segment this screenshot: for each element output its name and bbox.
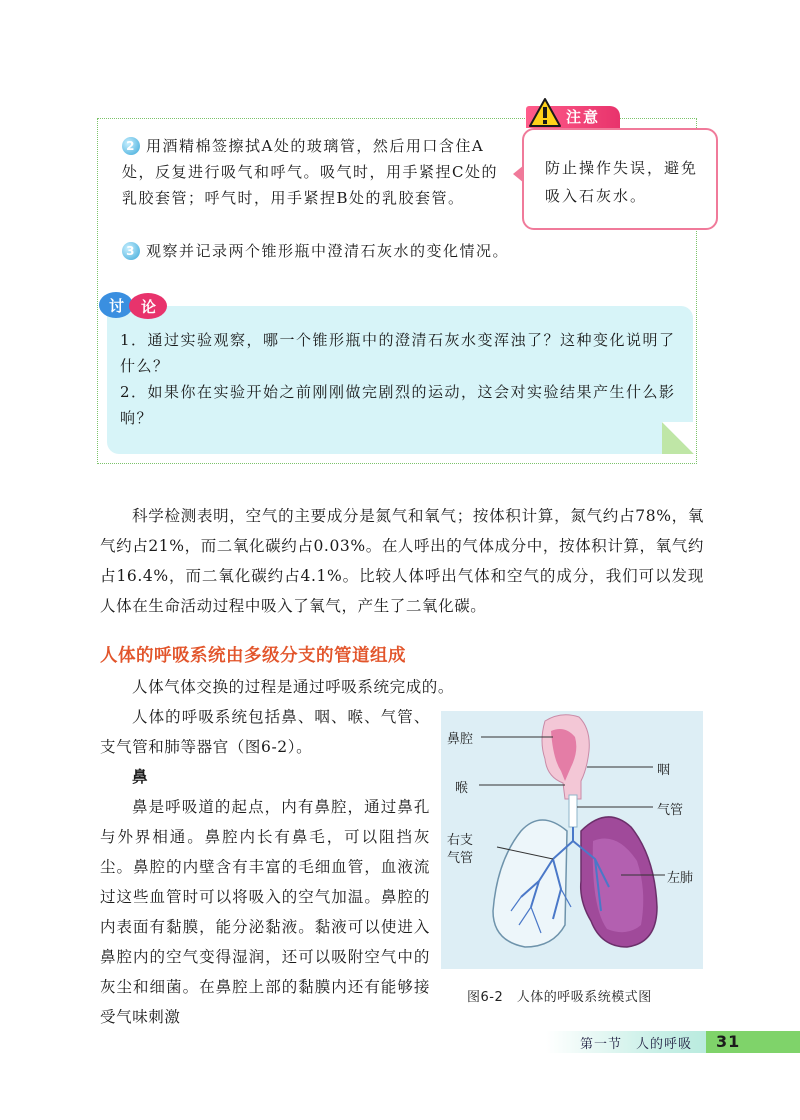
respiratory-diagram xyxy=(441,711,703,969)
label-larynx: 喉 xyxy=(455,781,469,796)
label-trachea: 气管 xyxy=(657,803,684,818)
discussion-badge xyxy=(96,290,172,320)
discussion-question-2: 2．如果你在实验开始之前刚刚做完剧烈的运动，这会对实验结果产生什么影响？ xyxy=(120,383,676,427)
label-right-bronchus-line2: 气管 xyxy=(447,851,474,866)
respiratory-system-figure xyxy=(441,711,703,969)
caution-pointer xyxy=(513,165,524,183)
label-nasal-cavity: 鼻腔 xyxy=(447,732,474,747)
experiment-step-3 xyxy=(122,238,602,264)
section-title: 人体的呼吸系统由多级分支的管道组成 xyxy=(100,646,406,666)
subheading-nose-text: 鼻 xyxy=(132,768,149,786)
label-left-lung: 左肺 xyxy=(667,871,694,886)
discussion-badge-char-1: 讨 xyxy=(109,297,125,315)
discussion-badge-char-2: 论 xyxy=(141,298,157,316)
label-right-bronchus-line1: 右支 xyxy=(447,833,474,848)
step-3-text: 观察并记录两个锥形瓶中澄清石灰水的变化情况。 xyxy=(146,242,510,260)
paragraph-air-composition: 科学检测表明，空气的主要成分是氮气和氧气；按体积计算，氮气约占78%，氧气约占21%，而二氧化碳约占0.03%。在人呼出的气体成分中，按体积计算，氧气约占16.4%，而二氧化碳约占4.1%。比较人体呼出气体和空气的成分，我们可以发现人体在生命活动过程中吸入了氧气，产生了二氧化碳。 xyxy=(100,507,704,615)
paragraph-organs: 人体的呼吸系统包括鼻、咽、喉、气管、支气管和肺等器官（图6-2）。 xyxy=(100,708,430,756)
page-number: 31 xyxy=(706,1031,800,1053)
paragraph-gas-exchange: 人体气体交换的过程是通过呼吸系统完成的。 xyxy=(132,678,455,696)
experiment-step-2 xyxy=(122,133,502,211)
step-2-text: 用酒精棉签擦拭A处的玻璃管，然后用口含住A处，反复进行吸气和呼气。吸气时，用手紧捏C处的乳胶套管；呼气时，用手紧捏B处的乳胶套管。 xyxy=(122,137,498,207)
warning-icon xyxy=(528,96,562,130)
caution-label: 注意 xyxy=(526,106,620,128)
label-pharynx: 咽 xyxy=(657,763,671,778)
subheading-nose xyxy=(100,762,430,792)
paragraph-nose: 鼻是呼吸道的起点，内有鼻腔，通过鼻孔与外界相通。鼻腔内长有鼻毛，可以阻挡灰尘。鼻腔的内壁含有丰富的毛细血管，血液流过这些血管时可以将吸入的空气加温。鼻腔的内表面有黏膜，能分泌黏液。黏液可以使进入鼻腔内的空气变得湿润，还可以吸附空气中的灰尘和细菌。在鼻腔上部的黏膜内还有能够接受气味刺激 xyxy=(100,798,430,1026)
discussion-question-1: 1．通过实验观察，哪一个锥形瓶中的澄清石灰水变浑浊了？这种变化说明了什么？ xyxy=(120,331,676,375)
figure-caption: 图6-2 人体的呼吸系统模式图 xyxy=(467,990,652,1005)
step-number-badge: 2 xyxy=(122,137,140,155)
step-number-badge: 3 xyxy=(122,242,140,260)
caution-text: 防止操作失误，避免吸入石灰水。 xyxy=(545,159,699,205)
footer-section-title: 第一节 人的呼吸 xyxy=(580,1037,693,1052)
